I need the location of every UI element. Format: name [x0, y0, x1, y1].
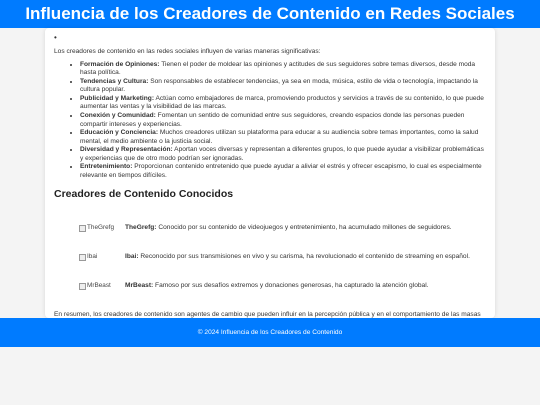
creator-image: [79, 282, 125, 290]
creator-text: Reconocido por sus transmisiones en vivo y su carisma, ha revolucionado el contenido de streaming en español.: [138, 253, 470, 261]
item-text: Son responsables de establecer tendencias, ya sea en moda, música, estilo de vida o tecnología, impactando la cultura popular.: [80, 77, 478, 94]
item-term: Tendencias y Cultura:: [80, 77, 149, 85]
item-term: Publicidad y Marketing:: [80, 94, 155, 102]
item-term: Conexión y Comunidad:: [80, 111, 156, 119]
copyright-text: © 2024 Influencia de los Creadores de Contenido: [197, 329, 343, 336]
creator-description: [125, 253, 470, 262]
creator-text: Conocido por su contenido de videojuegos y entretenimiento, ha acumulado millones de seguidores.: [156, 224, 452, 232]
creator-name: TheGrefg:: [125, 224, 157, 232]
broken-image-icon: [79, 254, 86, 261]
image-alt-text: Ibai: [87, 253, 98, 261]
page-header: [0, 0, 540, 28]
item-text: Muchos creadores utilizan su plataforma para educar a su audiencia sobre temas importantes, como la salud mental, el medio ambiente o la justicia social.: [80, 129, 479, 145]
page-title: Influencia de los Creadores de Contenido en Redes Sociales: [25, 4, 515, 23]
item-term: Formación de Opiniones:: [80, 60, 160, 68]
item-text: Proporcionan contenido entretenido que puede ayudar a aliviar el estrés y ofrecer escapismo, lo cual es especialmente relevante en tiempos difíciles.: [80, 163, 482, 179]
list-item: [80, 129, 486, 146]
creator-description: [125, 282, 429, 291]
summary-text: En resumen, los creadores de contenido son agentes de cambio que pueden influir en la percepción pública y en el comportamiento de las masas: [54, 311, 481, 319]
list-bullet: •: [54, 33, 57, 42]
content-card: [45, 28, 495, 318]
creator-row-mrbeast: [54, 272, 486, 301]
item-term: Educación y Conciencia:: [80, 129, 159, 137]
item-text: Tienen el poder de moldear las opiniones y actitudes de sus seguidores sobre temas diversos, desde moda hasta política.: [80, 60, 476, 77]
list-item: [80, 163, 486, 180]
item-term: Entretenimiento:: [80, 163, 133, 171]
image-alt-text: MrBeast: [87, 282, 111, 290]
list-item: [80, 78, 486, 95]
broken-image-icon: [79, 283, 86, 290]
list-item: [80, 146, 486, 163]
creator-name: Ibai:: [125, 253, 139, 261]
creator-row-thegrefg: [54, 214, 486, 243]
image-alt-text: TheGrefg: [87, 224, 114, 232]
creator-image: [79, 253, 125, 261]
page-footer: [0, 318, 540, 347]
item-text: Fomentan un sentido de comunidad entre sus seguidores, creando espacios donde las personas pueden compartir intereses y experiencias.: [80, 111, 465, 128]
broken-image-icon: [79, 225, 86, 232]
creator-description: [125, 224, 452, 233]
creator-row-ibai: [54, 243, 486, 272]
influence-list: [54, 61, 486, 181]
creator-image: [79, 224, 125, 232]
list-item: [80, 61, 486, 78]
item-text: Aportan voces diversas y representan a diferentes grupos, lo que puede ayudar a visibilizar problemáticas y experiencias que de otro modo podrían ser ignoradas.: [80, 146, 484, 162]
item-term: Diversidad y Representación:: [80, 146, 173, 154]
creator-name: MrBeast:: [125, 282, 154, 290]
creators-heading: Creadores de Contenido Conocidos: [54, 188, 234, 201]
intro-text: Los creadores de contenido en las redes sociales influyen de varias maneras significativas:: [54, 48, 321, 55]
list-item: [80, 95, 486, 112]
item-text: Actúan como embajadores de marca, promoviendo productos y servicios a través de su contenido, lo que puede aumentar las ventas y la visibilidad de las marcas.: [80, 94, 484, 111]
list-item: [80, 112, 486, 129]
creator-text: Famoso por sus desafíos extremos y donaciones generosas, ha capturado la atención global.: [153, 282, 429, 290]
